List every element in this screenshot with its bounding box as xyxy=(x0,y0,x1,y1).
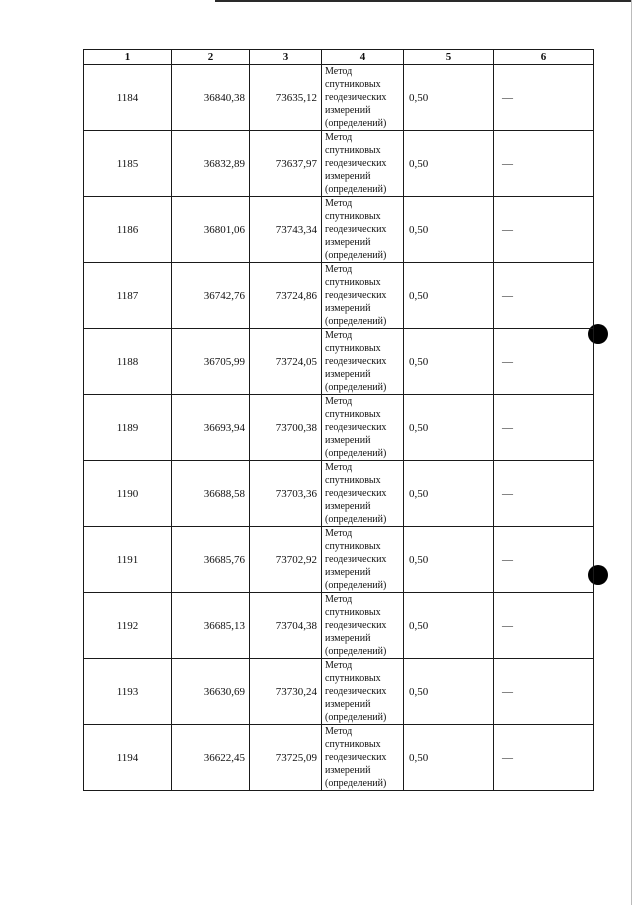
note-cell: — xyxy=(494,263,594,329)
table-row xyxy=(84,131,594,197)
accuracy-cell: 0,50 xyxy=(404,329,494,395)
table-header-row xyxy=(84,50,594,65)
note-cell: — xyxy=(494,725,594,791)
coordinate-x-cell: 36832,89 xyxy=(172,131,250,197)
column-header-6: 6 xyxy=(494,50,594,65)
coordinates-table xyxy=(83,49,594,791)
column-header-2: 2 xyxy=(172,50,250,65)
coordinate-x-cell: 36685,76 xyxy=(172,527,250,593)
coordinate-y-cell: 73743,34 xyxy=(250,197,322,263)
coordinate-x-cell: 36705,99 xyxy=(172,329,250,395)
accuracy-cell: 0,50 xyxy=(404,593,494,659)
note-cell: — xyxy=(494,659,594,725)
point-number-cell: 1193 xyxy=(84,659,172,725)
note-cell: — xyxy=(494,461,594,527)
table-row xyxy=(84,461,594,527)
note-cell: — xyxy=(494,329,594,395)
coordinate-x-cell: 36685,13 xyxy=(172,593,250,659)
coordinate-y-cell: 73724,05 xyxy=(250,329,322,395)
coordinate-y-cell: 73702,92 xyxy=(250,527,322,593)
coordinate-y-cell: 73704,38 xyxy=(250,593,322,659)
note-cell: — xyxy=(494,395,594,461)
accuracy-cell: 0,50 xyxy=(404,725,494,791)
table-row xyxy=(84,329,594,395)
point-number-cell: 1186 xyxy=(84,197,172,263)
accuracy-cell: 0,50 xyxy=(404,527,494,593)
method-cell: Метод спутниковых геодезических измерений (определений) xyxy=(322,593,404,659)
note-cell: — xyxy=(494,527,594,593)
accuracy-cell: 0,50 xyxy=(404,659,494,725)
table-row xyxy=(84,197,594,263)
method-cell: Метод спутниковых геодезических измерений (определений) xyxy=(322,131,404,197)
note-cell: — xyxy=(494,593,594,659)
accuracy-cell: 0,50 xyxy=(404,131,494,197)
coordinate-x-cell: 36630,69 xyxy=(172,659,250,725)
point-number-cell: 1187 xyxy=(84,263,172,329)
coordinate-x-cell: 36693,94 xyxy=(172,395,250,461)
point-number-cell: 1191 xyxy=(84,527,172,593)
table-row xyxy=(84,593,594,659)
accuracy-cell: 0,50 xyxy=(404,197,494,263)
accuracy-cell: 0,50 xyxy=(404,461,494,527)
point-number-cell: 1194 xyxy=(84,725,172,791)
coordinate-x-cell: 36840,38 xyxy=(172,65,250,131)
coordinate-x-cell: 36801,06 xyxy=(172,197,250,263)
method-cell: Метод спутниковых геодезических измерений (определений) xyxy=(322,725,404,791)
column-header-4: 4 xyxy=(322,50,404,65)
point-number-cell: 1190 xyxy=(84,461,172,527)
point-number-cell: 1192 xyxy=(84,593,172,659)
table-row xyxy=(84,659,594,725)
method-cell: Метод спутниковых геодезических измерений (определений) xyxy=(322,659,404,725)
coordinate-x-cell: 36742,76 xyxy=(172,263,250,329)
note-cell: — xyxy=(494,65,594,131)
point-number-cell: 1185 xyxy=(84,131,172,197)
table-row xyxy=(84,527,594,593)
accuracy-cell: 0,50 xyxy=(404,395,494,461)
coordinate-x-cell: 36688,58 xyxy=(172,461,250,527)
coordinate-x-cell: 36622,45 xyxy=(172,725,250,791)
method-cell: Метод спутниковых геодезических измерений (определений) xyxy=(322,197,404,263)
method-cell: Метод спутниковых геодезических измерений (определений) xyxy=(322,329,404,395)
table-body xyxy=(84,65,594,791)
page-top-edge xyxy=(215,0,632,2)
coordinate-y-cell: 73700,38 xyxy=(250,395,322,461)
coordinate-y-cell: 73724,86 xyxy=(250,263,322,329)
method-cell: Метод спутниковых геодезических измерений (определений) xyxy=(322,461,404,527)
coordinate-y-cell: 73730,24 xyxy=(250,659,322,725)
point-number-cell: 1184 xyxy=(84,65,172,131)
note-cell: — xyxy=(494,131,594,197)
table-row xyxy=(84,395,594,461)
point-number-cell: 1189 xyxy=(84,395,172,461)
coordinate-y-cell: 73635,12 xyxy=(250,65,322,131)
column-header-1: 1 xyxy=(84,50,172,65)
method-cell: Метод спутниковых геодезических измерений (определений) xyxy=(322,263,404,329)
coordinate-y-cell: 73725,09 xyxy=(250,725,322,791)
coordinate-y-cell: 73703,36 xyxy=(250,461,322,527)
method-cell: Метод спутниковых геодезических измерений (определений) xyxy=(322,395,404,461)
table-row xyxy=(84,263,594,329)
accuracy-cell: 0,50 xyxy=(404,263,494,329)
method-cell: Метод спутниковых геодезических измерений (определений) xyxy=(322,527,404,593)
note-cell: — xyxy=(494,197,594,263)
table-row xyxy=(84,725,594,791)
point-number-cell: 1188 xyxy=(84,329,172,395)
coordinate-y-cell: 73637,97 xyxy=(250,131,322,197)
column-header-3: 3 xyxy=(250,50,322,65)
column-header-5: 5 xyxy=(404,50,494,65)
method-cell: Метод спутниковых геодезических измерений (определений) xyxy=(322,65,404,131)
table-row xyxy=(84,65,594,131)
accuracy-cell: 0,50 xyxy=(404,65,494,131)
